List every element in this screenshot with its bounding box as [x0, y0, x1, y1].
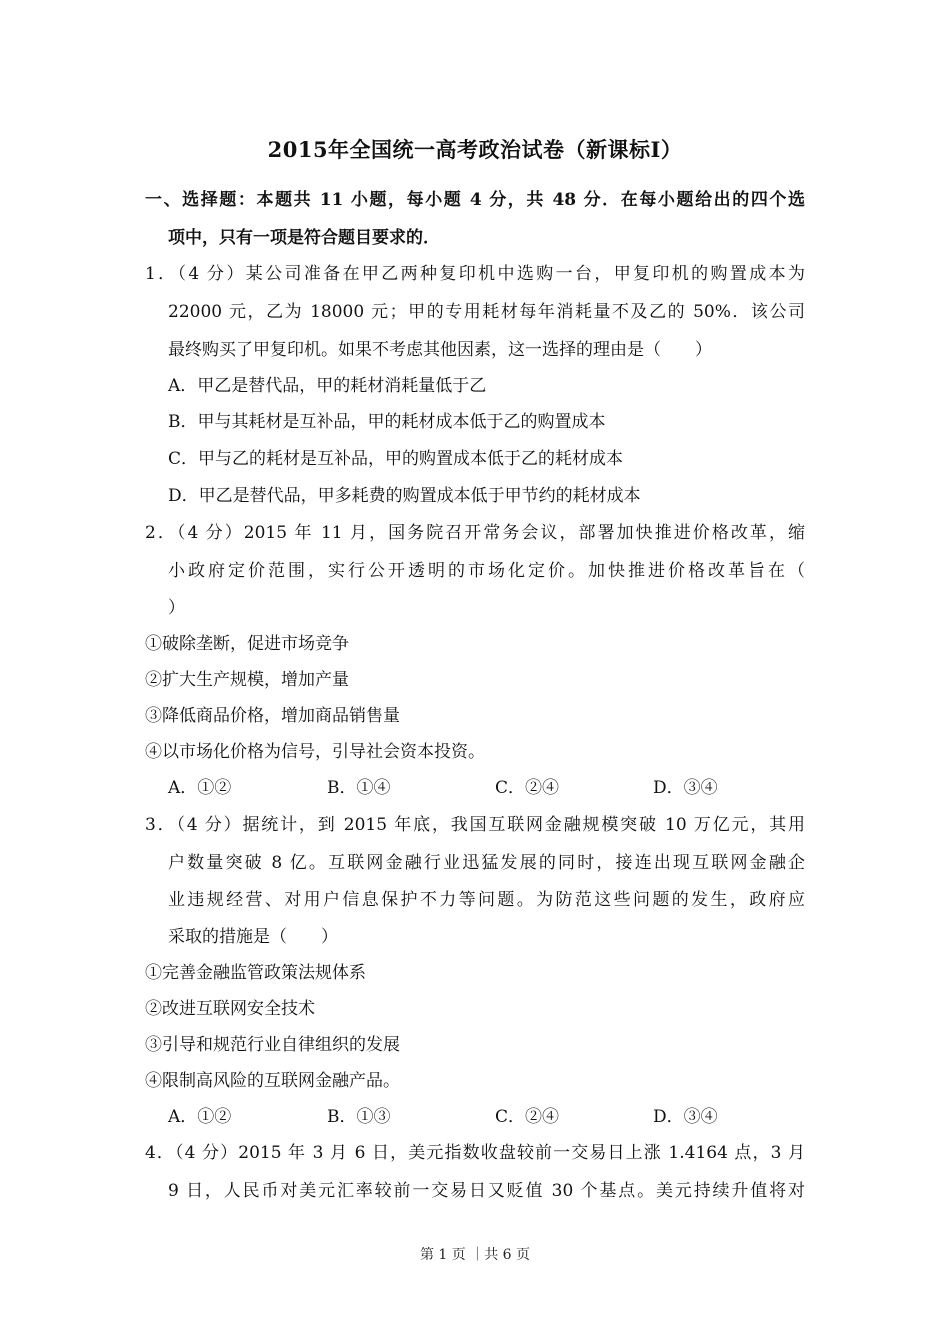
question-1-line-2: 22000 元，乙为 18000 元；甲的专用耗材每年消耗量不及乙的 50%．该公司 — [168, 302, 805, 322]
question-4-line-2: 9 日，人民币对美元汇率较前一交易日又贬值 30 个基点。美元持续升值将对 — [168, 1181, 805, 1201]
question-3-line-4: 采取的措施是（ ） — [168, 927, 338, 947]
question-4-line-1: 4．（4 分）2015 年 3 月 6 日，美元指数收盘较前一交易日上涨 1.4164 点，3 月 — [145, 1143, 805, 1163]
page-footer: 第 1 页 ｜共 6 页 — [419, 1247, 531, 1263]
question-1-option-c: C．甲与乙的耗材是互补品，甲的购置成本低于乙的耗材成本 — [168, 449, 624, 469]
question-1-option-d: D．甲乙是替代品，甲多耗费的购置成本低于甲节约的耗材成本 — [168, 486, 641, 506]
question-3-option-a: A．①② — [168, 1107, 232, 1127]
question-3-item-3: ③引导和规范行业自律组织的发展 — [145, 1035, 400, 1055]
section-heading-line-1: 一、选择题：本题共 11 小题，每小题 4 分，共 48 分．在每小题给出的四个选 — [145, 190, 805, 210]
question-3-line-2: 户数量突破 8 亿。互联网金融行业迅猛发展的同时，接连出现互联网金融企 — [168, 853, 805, 873]
question-3-line-3: 业违规经营、对用户信息保护不力等问题。为防范这些问题的发生，政府应 — [168, 890, 805, 910]
page-title: 2015年全国统一高考政治试卷（新课标Ⅰ） — [267, 137, 683, 162]
question-3-item-2: ②改进互联网安全技术 — [145, 999, 315, 1019]
question-2-option-b: B．①④ — [327, 778, 391, 798]
question-2-line-1: 2．（4 分）2015 年 11 月，国务院召开常务会议，部署加快推进价格改革，缩 — [145, 523, 805, 543]
question-3-option-b: B．①③ — [327, 1107, 391, 1127]
question-3-line-1: 3．（4 分）据统计，到 2015 年底，我国互联网金融规模突破 10 万亿元，其用 — [145, 815, 805, 835]
question-2-item-4: ④以市场化价格为信号，引导社会资本投资。 — [145, 742, 485, 762]
question-2-item-3: ③降低商品价格，增加商品销售量 — [145, 706, 400, 726]
question-2-item-2: ②扩大生产规模，增加产量 — [145, 670, 349, 690]
question-2-option-d: D．③④ — [653, 778, 718, 798]
question-3-item-4: ④限制高风险的互联网金融产品。 — [145, 1071, 400, 1091]
question-2-option-c: C．②④ — [495, 778, 560, 798]
question-1-line-1: 1．（4 分）某公司准备在甲乙两种复印机中选购一台，甲复印机的购置成本为 — [145, 264, 805, 284]
question-2-line-2: 小政府定价范围，实行公开透明的市场化定价。加快推进价格改革旨在（ — [168, 561, 805, 581]
question-2-item-1: ①破除垄断，促进市场竞争 — [145, 634, 349, 654]
question-1-option-b: B．甲与其耗材是互补品，甲的耗材成本低于乙的购置成本 — [168, 412, 606, 432]
question-1-option-a: A．甲乙是替代品，甲的耗材消耗量低于乙 — [168, 376, 487, 396]
question-3-option-c: C．②④ — [495, 1107, 560, 1127]
section-heading-line-2: 项中，只有一项是符合题目要求的． — [168, 228, 440, 248]
question-3-item-1: ①完善金融监管政策法规体系 — [145, 963, 366, 983]
question-2-option-a: A．①② — [168, 778, 232, 798]
question-1-line-3: 最终购买了甲复印机。如果不考虑其他因素，这一选择的理由是（ ） — [168, 340, 712, 360]
question-3-option-d: D．③④ — [653, 1107, 718, 1127]
question-2-line-3: ） — [168, 598, 185, 618]
